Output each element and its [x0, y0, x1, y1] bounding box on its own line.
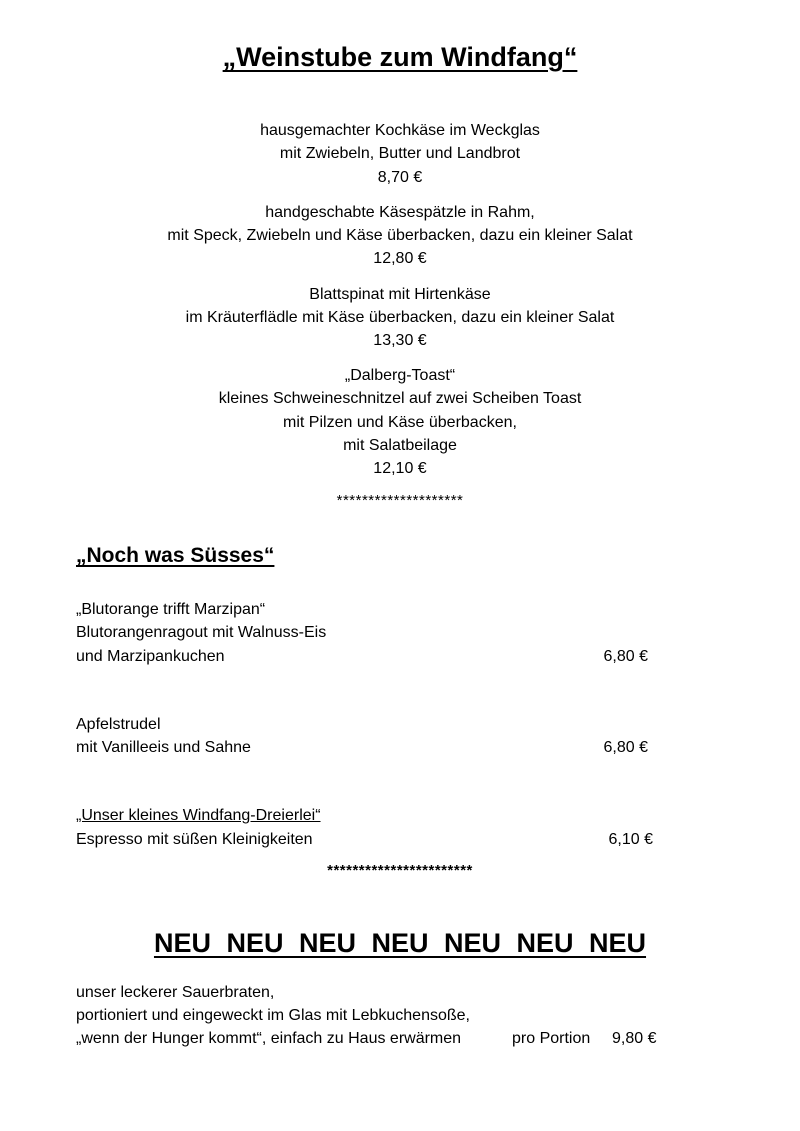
dish-line: mit Pilzen und Käse überbacken,	[283, 414, 517, 431]
dish-line: im Kräuterflädle mit Käse überbacken, dazu ein kleiner Salat	[185, 309, 615, 326]
new-item-price: 9,80 €	[612, 1030, 657, 1047]
dish-line: hausgemachter Kochkäse im Weckglas	[260, 122, 540, 139]
dessert-price: 6,10 €	[608, 831, 653, 848]
separator: ********************	[336, 492, 464, 509]
dessert-line: „Blutorange trifft Marzipan“	[76, 601, 266, 618]
new-item-unit: pro Portion	[512, 1030, 591, 1047]
dish-price: 12,10 €	[373, 460, 427, 477]
dessert-heading: „Noch was Süsses“	[76, 544, 275, 567]
separator: ***********************	[327, 862, 473, 879]
dish-line: mit Salatbeilage	[343, 437, 457, 454]
dish-line: handgeschabte Käsespätzle in Rahm,	[265, 204, 535, 221]
new-item-line: „wenn der Hunger kommt“, einfach zu Haus erwärmen	[76, 1030, 462, 1047]
new-banner: NEU NEU NEU NEU NEU NEU NEU	[153, 928, 647, 958]
dish-price: 8,70 €	[377, 169, 423, 186]
dish-line: mit Zwiebeln, Butter und Landbrot	[279, 145, 521, 162]
menu-title: „Weinstube zum Windfang“	[222, 42, 578, 72]
dessert-line: „Unser kleines Windfang-Dreierlei“	[76, 807, 321, 824]
dessert-line: Espresso mit süßen Kleinigkeiten	[76, 831, 313, 848]
dish-line: kleines Schweineschnitzel auf zwei Scheiben Toast	[218, 390, 582, 407]
dessert-line: Blutorangenragout mit Walnuss-Eis	[76, 624, 327, 641]
dish-price: 13,30 €	[373, 332, 427, 349]
dish-line: mit Speck, Zwiebeln und Käse überbacken, dazu ein kleiner Salat	[167, 227, 633, 244]
dessert-line: Apfelstrudel	[76, 716, 161, 733]
dessert-line: mit Vanilleeis und Sahne	[76, 739, 251, 756]
new-item-line: unser leckerer Sauerbraten,	[76, 984, 275, 1001]
dish-line: „Dalberg-Toast“	[344, 367, 456, 384]
dish-price: 12,80 €	[373, 250, 427, 267]
dessert-price: 6,80 €	[603, 739, 648, 756]
dessert-line: und Marzipankuchen	[76, 648, 225, 665]
dish-line: Blattspinat mit Hirtenkäse	[309, 286, 491, 303]
dessert-price: 6,80 €	[603, 648, 648, 665]
new-item-line: portioniert und eingeweckt im Glas mit Lebkuchensoße,	[76, 1007, 470, 1024]
